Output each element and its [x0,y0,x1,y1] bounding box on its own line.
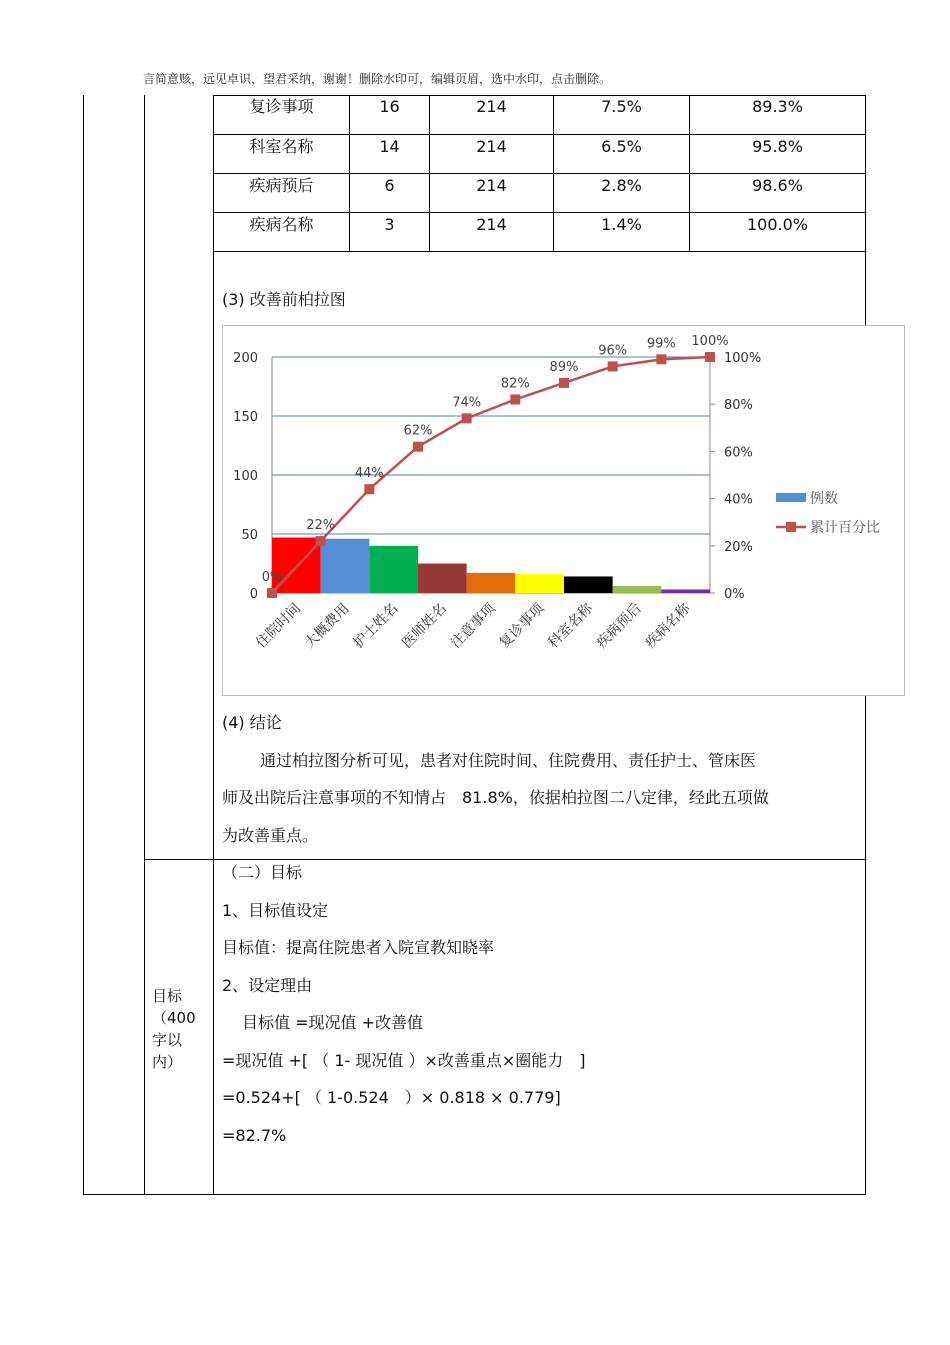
section-heading-pareto: (3) 改善前柏拉图 [222,290,346,309]
data-label: 100% [691,334,729,349]
data-label: 89% [549,359,579,375]
table-cell-cumulative: 100.0% [746,215,808,234]
section-heading-conclusion: (4) 结论 [222,713,282,732]
data-label: 99% [646,336,676,352]
x-tick-label: 注意事项 [447,600,499,652]
cumulative-point [656,354,666,364]
table-cell-item: 复诊事项 [249,97,314,116]
y2-tick-label: 80% [724,398,753,414]
cumulative-point [413,442,423,452]
table-cell-percent: 6.5% [601,137,642,156]
data-label: 74% [452,395,482,411]
y2-tick-label: 0% [724,587,745,602]
data-label: 96% [598,343,628,359]
legend-label: 例数 [810,491,838,507]
cumulative-point [364,484,374,494]
goal-line: （二）目标 [222,863,303,882]
bar [418,564,467,594]
x-tick-label: 大概费用 [301,600,353,652]
legend-label: 累计百分比 [810,520,880,536]
table-border [213,95,866,96]
bar [661,589,710,593]
table-cell-total: 214 [476,215,507,234]
goal-line: =现况值 +[ （ 1- 现况值 ）×改善重点×圈能力 ] [222,1051,586,1070]
conclusion-line: 师及出院后注意事项的不知情占 81.8%，依据柏拉图二八定律，经此五项做 [222,788,769,807]
table-cell-total: 214 [476,97,507,116]
legend-swatch-bars [776,493,806,502]
data-label: 62% [403,423,433,439]
table-cell-total: 214 [476,176,507,195]
table-cell-count: 16 [379,97,400,116]
y2-tick-label: 40% [724,492,753,508]
data-label: 22% [306,518,336,534]
y-tick-label: 200 [233,351,258,366]
goal-line: 目标值 =现况值 +改善值 [242,1013,423,1032]
conclusion-line: 通过柏拉图分析可见，患者对住院时间、住院费用、责任护士、管床医 [260,751,757,770]
cumulative-point [462,413,472,423]
x-tick-label: 疾病名称 [642,600,694,652]
x-tick-label: 护士姓名 [350,600,402,652]
table-cell-percent: 2.8% [601,176,642,195]
table-border [83,1194,866,1195]
goal-row-label: 内） [152,1053,183,1071]
cumulative-point [559,378,569,388]
x-tick-label: 医师姓名 [399,600,451,652]
y-tick-label: 50 [241,528,258,543]
goal-line: =82.7% [222,1126,287,1145]
pareto-chart-frame [222,325,905,696]
table-cell-total: 214 [476,137,507,156]
conclusion-line: 为改善重点。 [222,826,319,845]
table-cell-percent: 7.5% [601,97,642,116]
x-tick-label: 疾病预后 [593,600,645,652]
cumulative-point [316,536,326,546]
table-cell-count: 14 [379,137,400,156]
table-border [144,95,145,1195]
watermark-text: 言简意赅，远见卓识，望君采纳，谢谢！删除水印可，编辑页眉，选中水印，点击删除。 [143,72,612,86]
table-border [144,859,866,860]
goal-line: 目标值：提高住院患者入院宣教知晓率 [222,938,495,957]
table-border [213,173,866,174]
bar [515,574,564,593]
y2-tick-label: 100% [724,351,762,366]
y2-tick-label: 20% [724,539,753,555]
table-cell-item: 科室名称 [249,137,314,156]
y-tick-label: 100 [233,469,258,484]
goal-line: 1、目标值设定 [222,901,329,920]
goal-line: 2、设定理由 [222,976,313,995]
bar [564,576,613,593]
table-cell-item: 疾病名称 [249,215,314,234]
bar [321,539,370,593]
x-tick-label: 住院时间 [253,600,305,652]
cumulative-point [705,352,715,362]
bar [369,546,418,593]
table-cell-item: 疾病预后 [249,176,314,195]
bar [467,573,516,593]
pareto-chart [223,326,904,695]
cumulative-point [608,361,618,371]
goal-row-label: （400 [152,1009,196,1027]
data-label: 44% [354,466,384,482]
table-cell-cumulative: 89.3% [752,97,803,116]
legend-swatch-marker [786,522,796,532]
table-cell-cumulative: 98.6% [752,176,803,195]
y-tick-label: 0 [249,587,258,602]
table-border [213,134,866,135]
data-label: 82% [500,376,530,392]
table-cell-percent: 1.4% [601,215,642,234]
data-label: 0% [261,570,283,585]
goal-line: =0.524+[ （ 1-0.524 ）× 0.818 × 0.779] [222,1088,561,1107]
cumulative-point [510,394,520,404]
table-cell-count: 3 [384,215,395,234]
table-cell-count: 6 [384,176,395,195]
x-tick-label: 科室名称 [545,600,597,652]
table-border [83,95,84,1195]
y-tick-label: 150 [233,410,258,425]
table-cell-cumulative: 95.8% [752,137,803,156]
y2-tick-label: 60% [724,445,753,461]
goal-row-label: 字以 [152,1031,183,1049]
table-border [213,212,866,213]
x-tick-label: 复诊事项 [496,600,548,652]
table-border [213,251,866,252]
bar [613,586,662,593]
cumulative-point [267,588,277,598]
goal-row-label: 目标 [152,987,183,1005]
table-border [213,95,214,1195]
